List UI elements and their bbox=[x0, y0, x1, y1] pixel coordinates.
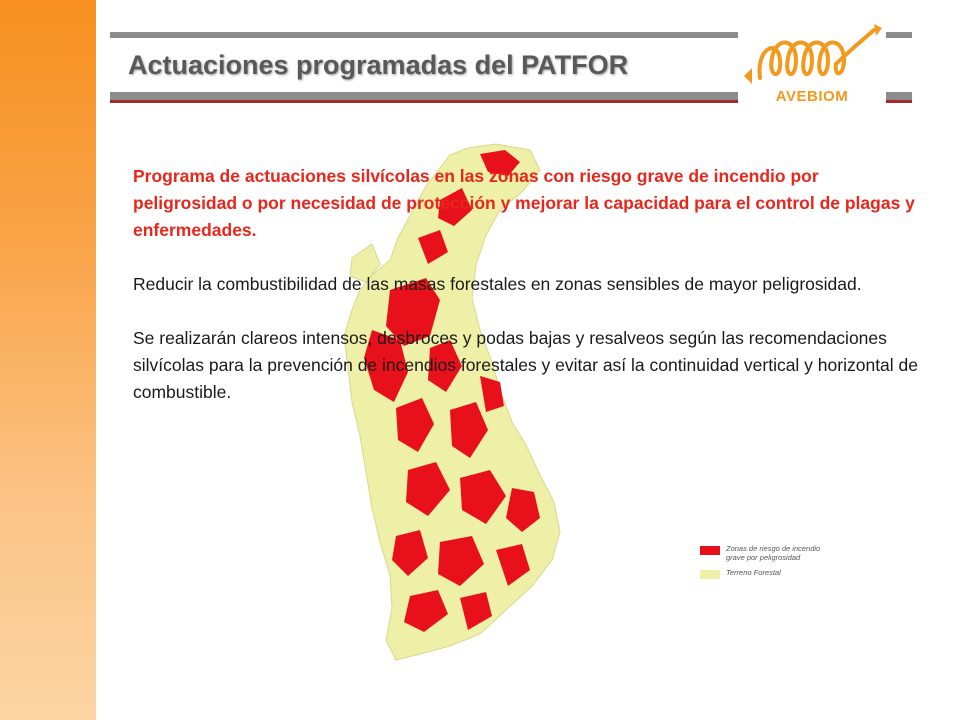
map-legend bbox=[700, 544, 840, 585]
slide-body bbox=[133, 163, 923, 433]
legend-swatch-red bbox=[700, 546, 720, 555]
legend-swatch-yellow bbox=[700, 570, 720, 579]
legend-item-fire-risk: Zonas de riesgo de incendio grave por peligrosidad bbox=[700, 544, 840, 562]
avebiom-logo bbox=[738, 18, 886, 110]
legend-item-forest-land: Terreno Forestal bbox=[700, 568, 840, 579]
paragraph-clearing-actions: Se realizarán clareos intensos, desbroces y podas bajas y resalveos según las recomendaciones silvícolas para la prevención de incendios forestales y evitar así la continuidad vertical y horizontal de combustible. bbox=[133, 328, 919, 402]
paragraph-program: Programa de actuaciones silvícolas en las zonas con riesgo grave de incendio por peligrosidad o por necesidad de protección y mejorar la capacidad para el control de plagas y enfermedades. bbox=[133, 166, 915, 240]
logo-wordmark: AVEBIOM bbox=[775, 88, 849, 105]
orange-sidebar bbox=[0, 0, 96, 720]
slide-title: Actuaciones programadas del PATFOR bbox=[128, 50, 629, 80]
paragraph-reduce-combustibility: Reducir la combustibilidad de las masas forestales en zonas sensibles de mayor peligrosidad. bbox=[133, 274, 862, 294]
